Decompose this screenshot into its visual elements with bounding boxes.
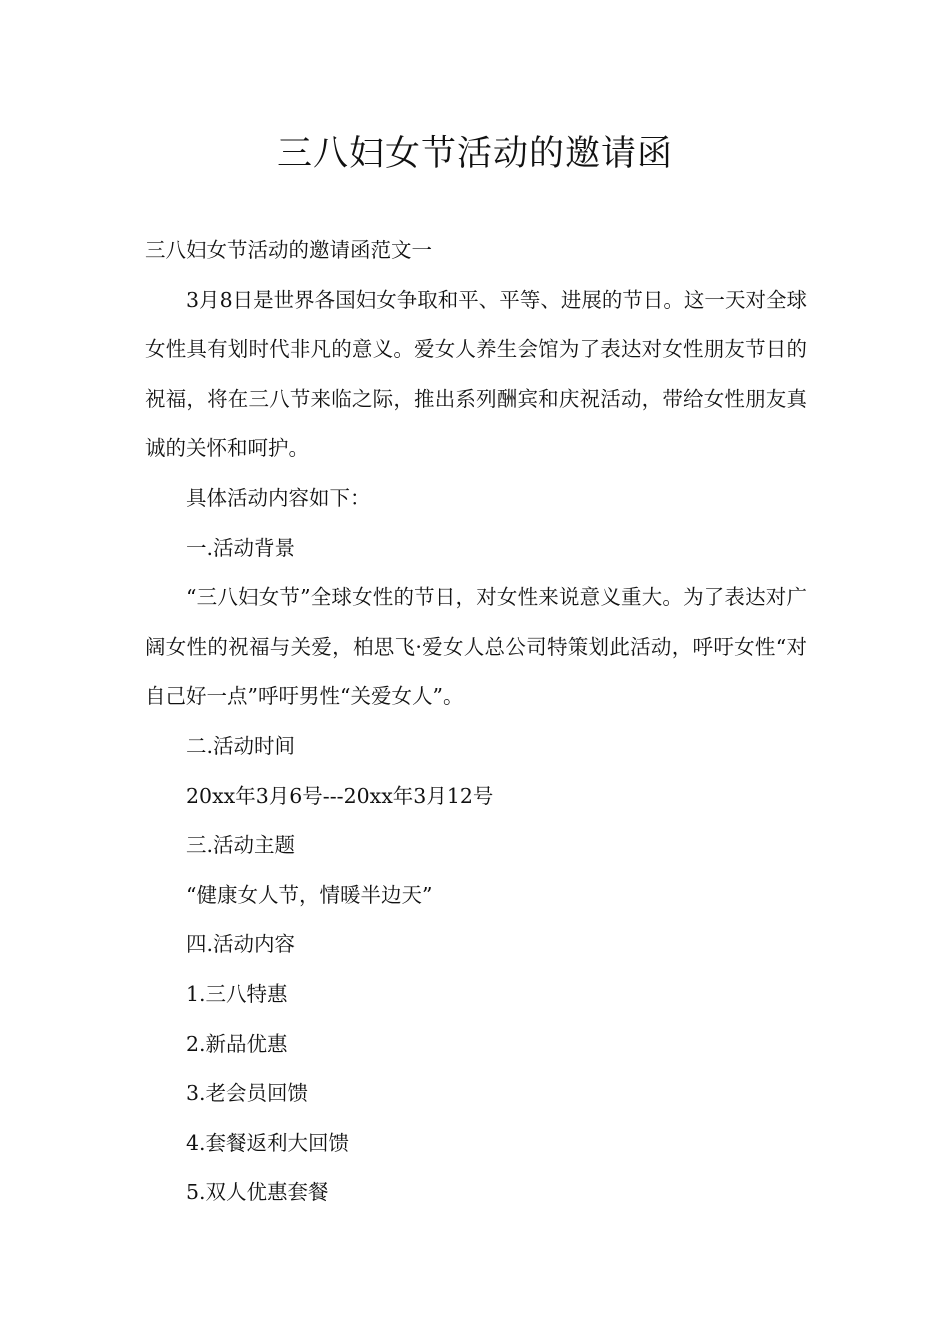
section-heading-time: 二.活动时间 bbox=[186, 733, 296, 758]
subtitle-paragraph: 三八妇女节活动的邀请函范文一 bbox=[145, 238, 432, 262]
list-item: 1.三八特惠 bbox=[186, 981, 288, 1006]
time-paragraph: 20xx年3月6号---20xx年3月12号 bbox=[186, 783, 494, 808]
document-body bbox=[145, 226, 807, 1218]
list-item: 4.套餐返利大回馈 bbox=[186, 1130, 350, 1155]
activity-intro-paragraph: 具体活动内容如下： bbox=[186, 485, 371, 510]
document-title: 三八妇女节活动的邀请函 bbox=[276, 134, 673, 174]
theme-paragraph: “健康女人节，情暖半边天” bbox=[186, 882, 433, 907]
list-item: 2.新品优惠 bbox=[186, 1031, 288, 1056]
background-paragraph: “三八妇女节”全球女性的节日，对女性来说意义重大。为了表达对广阔女性的祝福与关爱，柏思飞·爱女人总公司特策划此活动，呼吁女性“对自己好一点”呼吁男性“关爱女人”。 bbox=[145, 585, 807, 709]
list-item: 3.老会员回馈 bbox=[186, 1081, 309, 1106]
list-item: 5.双人优惠套餐 bbox=[186, 1180, 329, 1205]
section-heading-background: 一.活动背景 bbox=[186, 535, 296, 560]
intro-paragraph: 3月8日是世界各国妇女争取和平、平等、进展的节日。这一天对全球女性具有划时代非凡的意义。爱女人养生会馆为了表达对女性朋友节日的祝福，将在三八节来临之际，推出系列酬宾和庆祝活动，带给女性朋友真诚的关怀和呵护。 bbox=[145, 287, 807, 461]
section-heading-theme: 三.活动主题 bbox=[186, 833, 296, 858]
section-heading-content: 四.活动内容 bbox=[186, 932, 296, 957]
